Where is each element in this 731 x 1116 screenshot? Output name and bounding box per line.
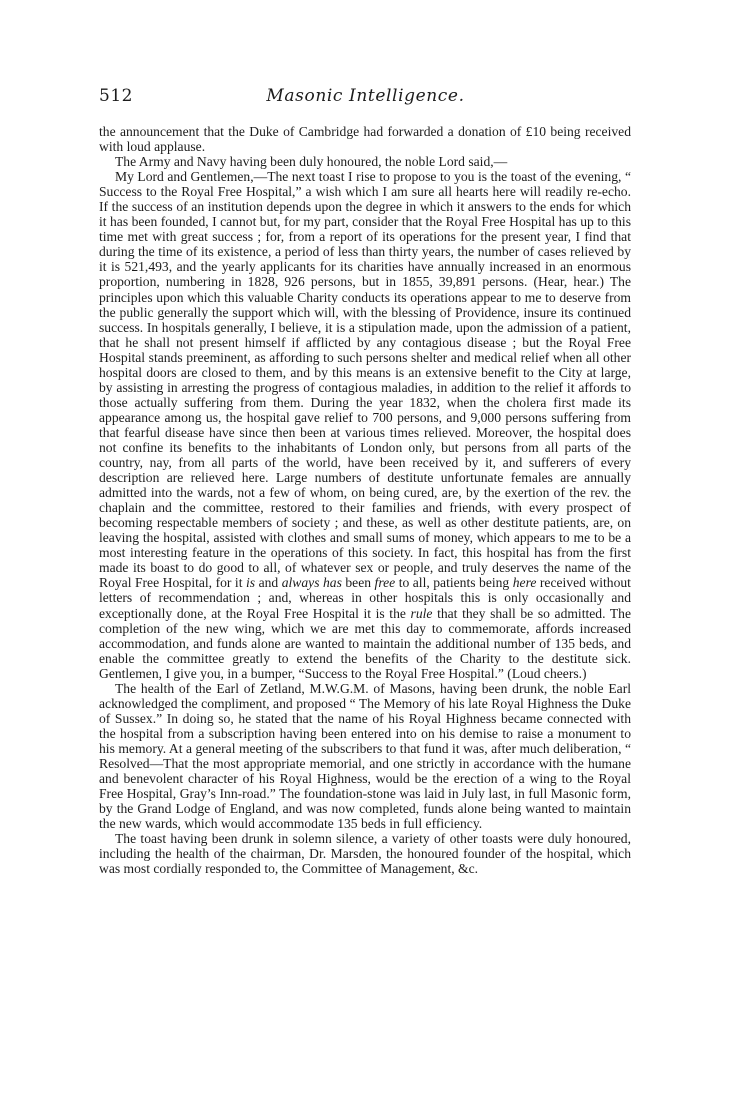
paragraph-closing-toasts: The toast having been drunk in solemn silence, a variety of other toasts were duly honoured, including the health of the chairman, Dr. Marsden, the honoured founder of the hospital, which was most cordially responded to, the Committee of Management, &c. — [99, 831, 631, 877]
emphasis-free: free — [374, 575, 396, 591]
speech-text: to all, patients being — [398, 575, 510, 591]
paragraph-army-navy-toast: The Army and Navy having been duly honoured, the noble Lord said,— — [115, 154, 508, 170]
speech-text: received without letters of recommendation ; and, whereas in other hospitals this is only occasionally and exceptionally done, at the Royal Free Hospital it is the — [99, 575, 631, 621]
speech-text: that they shall be so admitted. The completion of the new wing, which we are met this day to commemorate, affords increased accommodation, and funds alone are wanted to maintain the additional number of 135 beds, and enable the committee greatly to extend the benefits of the Charity to the destitute sick. Gentlemen, I give you, in a bumper, “Success to the Royal Free Hospital.” (Loud cheers.) — [99, 605, 631, 681]
emphasis-here: here — [512, 575, 537, 591]
running-title: Masonic Intelligence. — [266, 86, 465, 106]
emphasis-is: is — [246, 575, 256, 591]
emphasis-rule: rule — [410, 605, 433, 621]
speech-text: been — [345, 575, 372, 591]
speech-text: and — [258, 575, 279, 591]
paragraph-earl-of-zetland: The health of the Earl of Zetland, M.W.G.M. of Masons, having been drunk, the noble Earl acknowledged the compliment, and proposed “ The Memory of his late Royal Highness the Duke of Sussex.” In doing so, he stated that the name of his Royal Highness became connected with the hospital from a subscription having been entered into on his demise to raise a monument to his memory. At a general meeting of the subscribers to that fund it was, after much deliberation, “ Resolved—That the most appropriate memorial, and one strictly in accordance with the humane and benevolent character of his Royal Highness, would be the erection of a wing to the Royal Free Hospital, Gray’s Inn-road.” The foundation-stone was laid in July last, in full Masonic form, by the Grand Lodge of England, and was now completed, funds alone being wanted to maintain the new wards, which would accommodate 135 beds in full efficiency. — [99, 680, 631, 832]
page-number: 512 — [99, 86, 133, 106]
article-body — [99, 124, 631, 876]
paragraph-continuation: the announcement that the Duke of Cambridge had forwarded a donation of £10 being received with loud applause. — [99, 124, 631, 155]
speech-text: My Lord and Gentlemen,—The next toast I rise to propose to you is the toast of the evening, “ Success to the Royal Free Hospital,” a wish which I am sure all hearts here will readily re-echo. If the success of an institution depends upon the degree in which it answers to the ends for which it has been founded, I cannot but, for my part, consider that the Royal Free Hospital has up to this time met with great success ; for, from a report of its operations for the present year, I find that during the time of its existence, a period of less than thirty years, the number of cases relieved by it is 521,493, and the yearly applicants for its charities have annually increased in an enormous proportion, numbering in 1828, 926 persons, but in 1855, 39,891 persons. (Hear, hear.) The principles upon which this valuable Charity conducts its operations appear to me to deserve from the public generally the support which will, with the blessing of Providence, insure its continued success. In hospitals generally, I believe, it is a stipulation made, upon the admission of a patient, that he shall not present himself if afflicted by any contagious disease ; but the Royal Free Hospital stands preeminent, as affording to such persons shelter and medical relief when all other hospital doors are closed to them, and by this means is an extensive benefit to the City at large, by assisting in arresting the progress of contagious maladies, in addition to the relief it affords to those actually suffering from them. During the year 1832, when the cholera first made its appearance among us, the hospital gave relief to 700 persons, and 9,000 persons suffering from that fearful disease have since then been at various times relieved. Moreover, the hospital does not confine its benefits to the inhabitants of London only, but persons from all parts of the country, nay, from all parts of the world, have been received by it, and sufferers of every description are relieved here. Large numbers of destitute unfortunate females are annually admitted into the wards, not a few of whom, on being cured, are, by the exertion of the rev. the chaplain and the committee, restored to their families and friends, with every prospect of becoming respectable members of society ; and these, as well as other destitute patients, are, on leaving the hospital, assisted with clothes and small sums of money, which appears to me to be a most interesting feature in the operations of this society. In fact, this hospital has from the first made its boast to do good to all, of whatever sex or people, and truly deserves the name of the Royal Free Hospital, for it — [99, 169, 631, 591]
paragraph-speech — [99, 169, 631, 681]
emphasis-always-has: always has — [281, 575, 342, 591]
